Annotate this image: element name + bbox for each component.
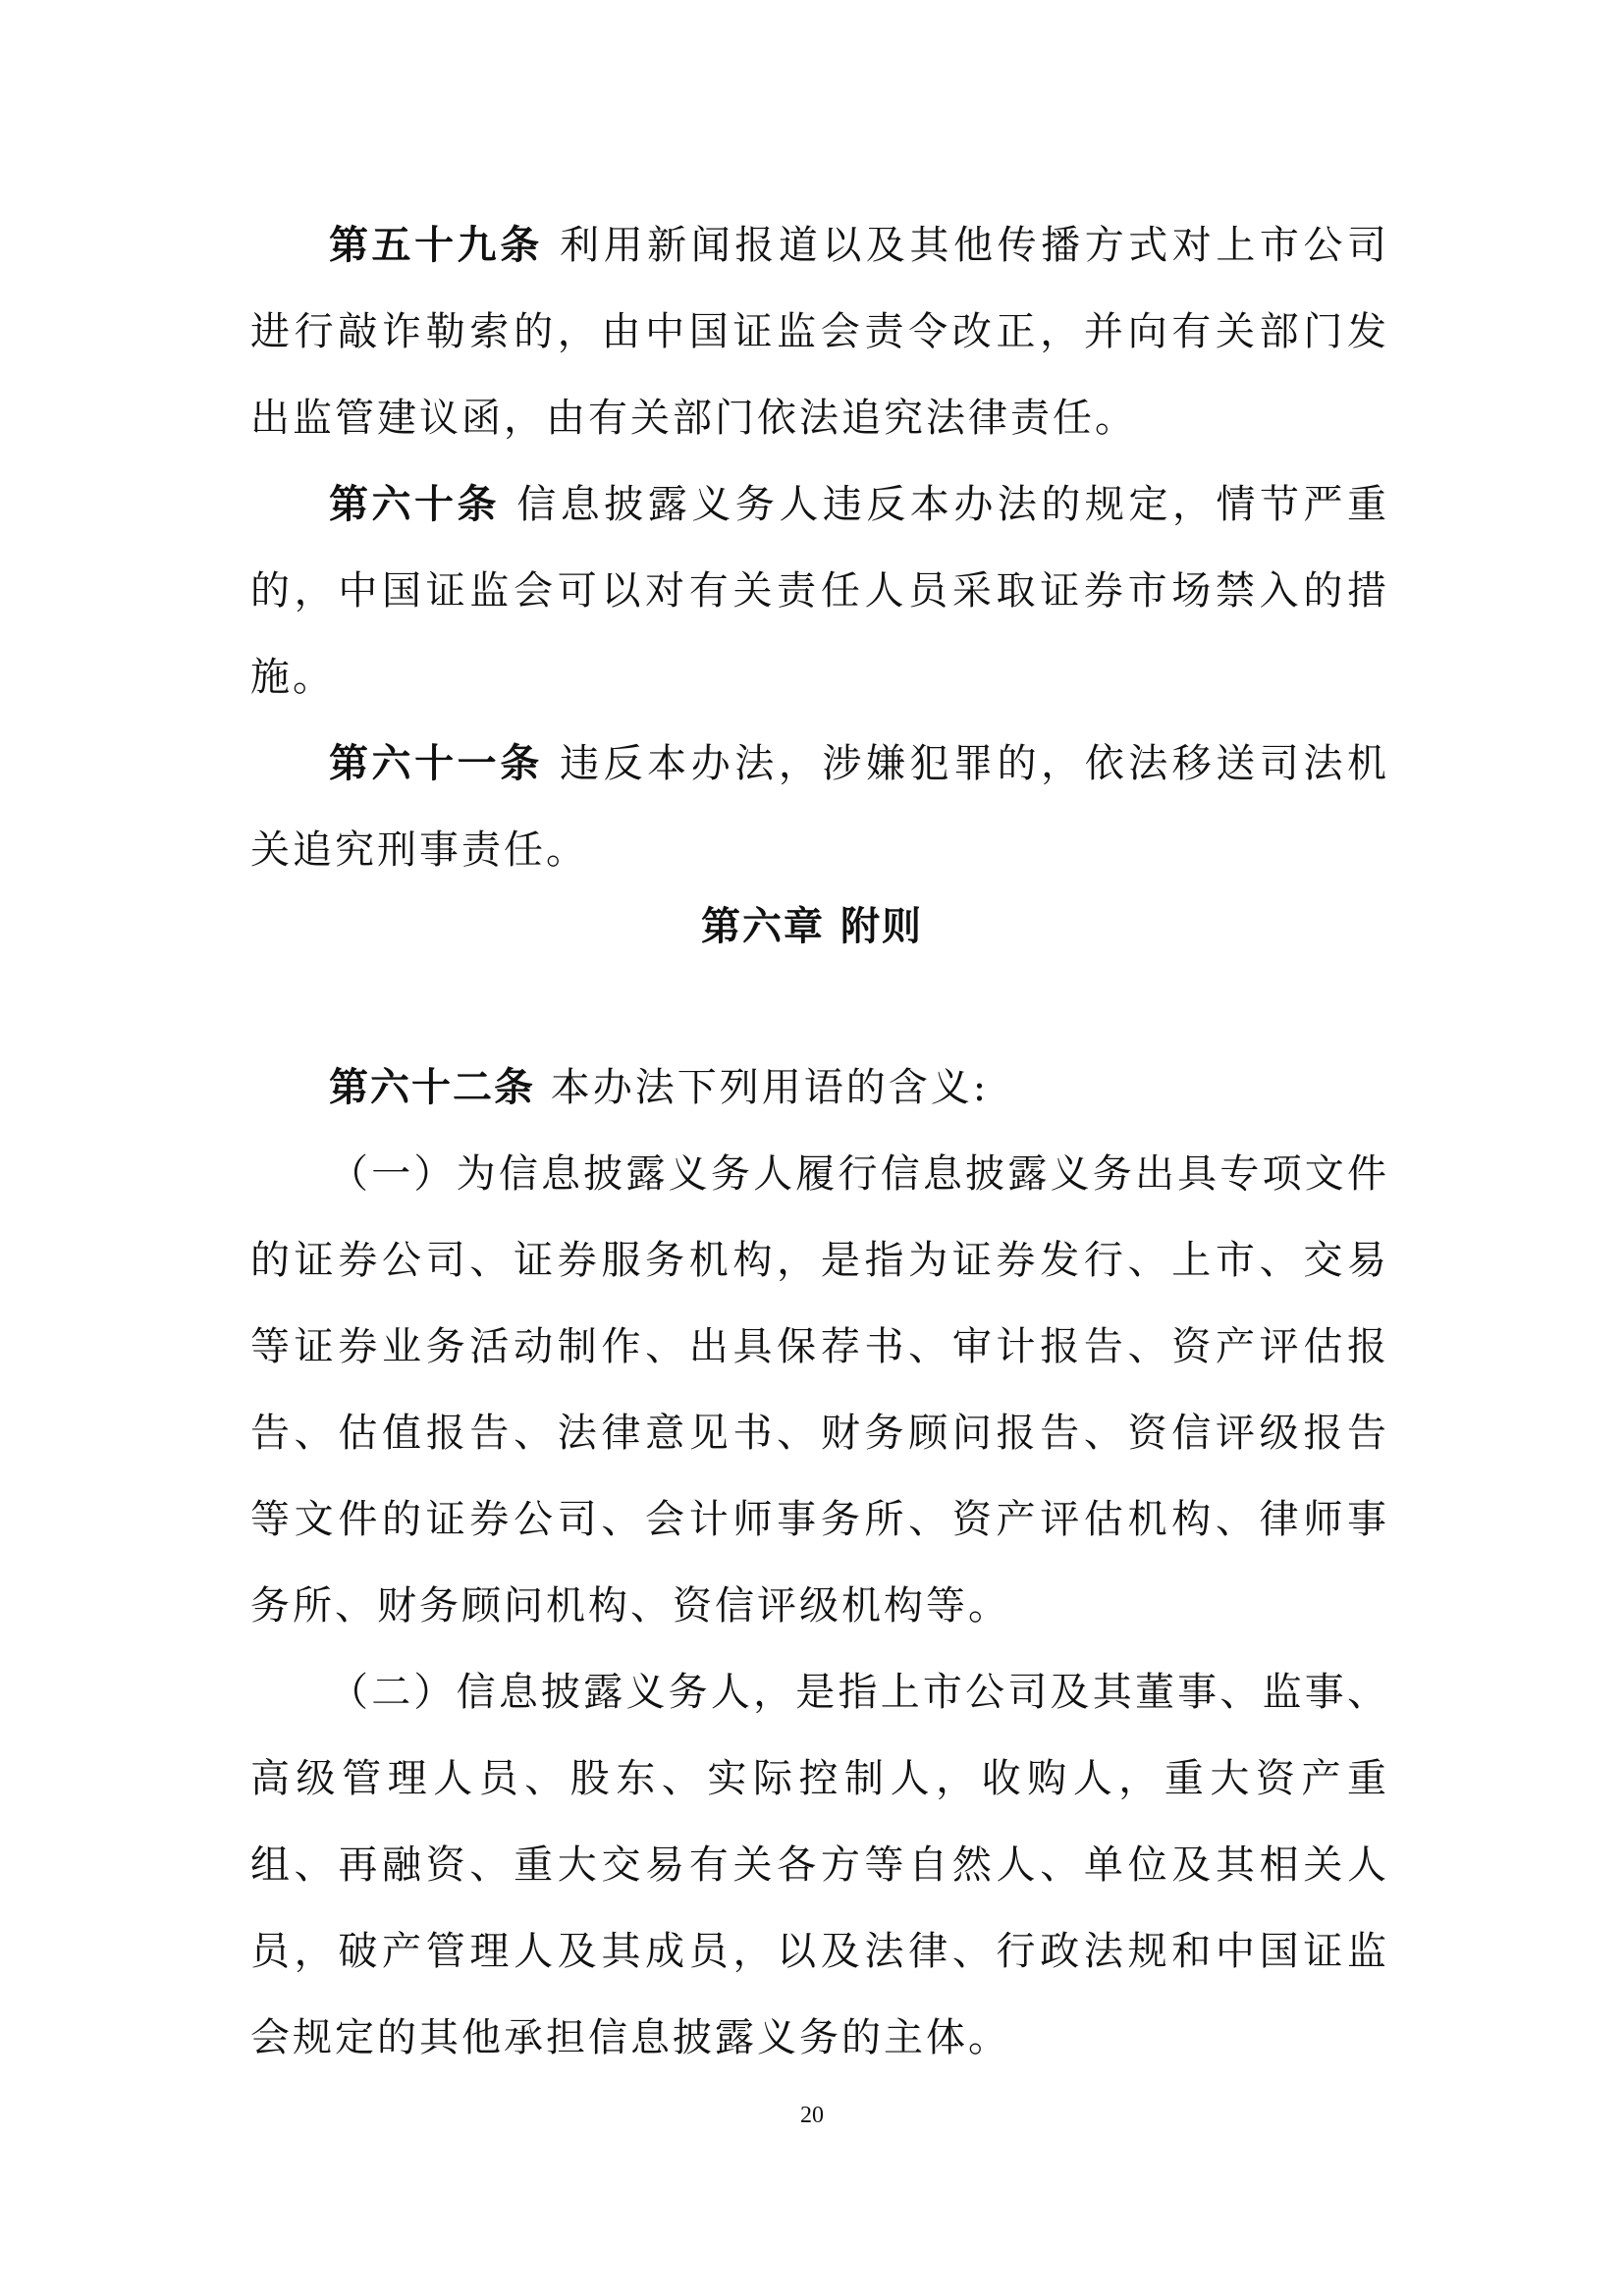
definition-item-2: （二）信息披露义务人，是指上市公司及其董事、监事、高级管理人员、股东、实际控制人，收购人，重大资产重组、再融资、重大交易有关各方等自然人、单位及其相关人员，破产管理人及其成员，以及法律、行政法规和中国证监会规定的其他承担信息披露义务的主体。	[250, 1670, 1389, 2060]
article-59	[250, 202, 1389, 461]
article-title: 第六十一条	[329, 741, 543, 786]
page-number: 20	[800, 2103, 824, 2128]
definition-item-1: （一）为信息披露义务人履行信息披露义务出具专项文件的证券公司、证券服务机构，是指为证券发行、上市、交易等证券业务活动制作、出具保荐书、审计报告、资产评估报告、估值报告、法律意见书、财务顾问报告、资信评级报告等文件的证券公司、会计师事务所、资产评估机构、律师事务所、财务顾问机构、资信评级机构等。	[250, 1151, 1389, 1629]
article-text: 利用新闻报道以及其他传播方式对上市公司进行敲诈勒索的，由中国证监会责令改正，并向有关部门发出监管建议函，由有关部门依法追究法律责任。	[250, 223, 1390, 441]
article-60	[250, 461, 1389, 721]
articles-section-top	[250, 202, 1389, 893]
article-title: 第六十条	[329, 482, 501, 527]
article-text: 本办法下列用语的含义:	[550, 1065, 990, 1110]
article-text: 违反本办法，涉嫌犯罪的，依法移送司法机关追究刑事责任。	[250, 741, 1390, 873]
article-61	[250, 721, 1389, 893]
article-text: 信息披露义务人违反本办法的规定，情节严重的，中国证监会可以对有关责任人员采取证券市场禁入的措施。	[250, 482, 1390, 700]
article-title: 第六十二条	[329, 1065, 535, 1110]
article-title: 第五十九条	[329, 223, 543, 268]
article-62	[250, 1044, 1389, 1131]
articles-section-bottom	[250, 1044, 1389, 2081]
chapter-heading: 第六章 附则	[701, 904, 923, 949]
